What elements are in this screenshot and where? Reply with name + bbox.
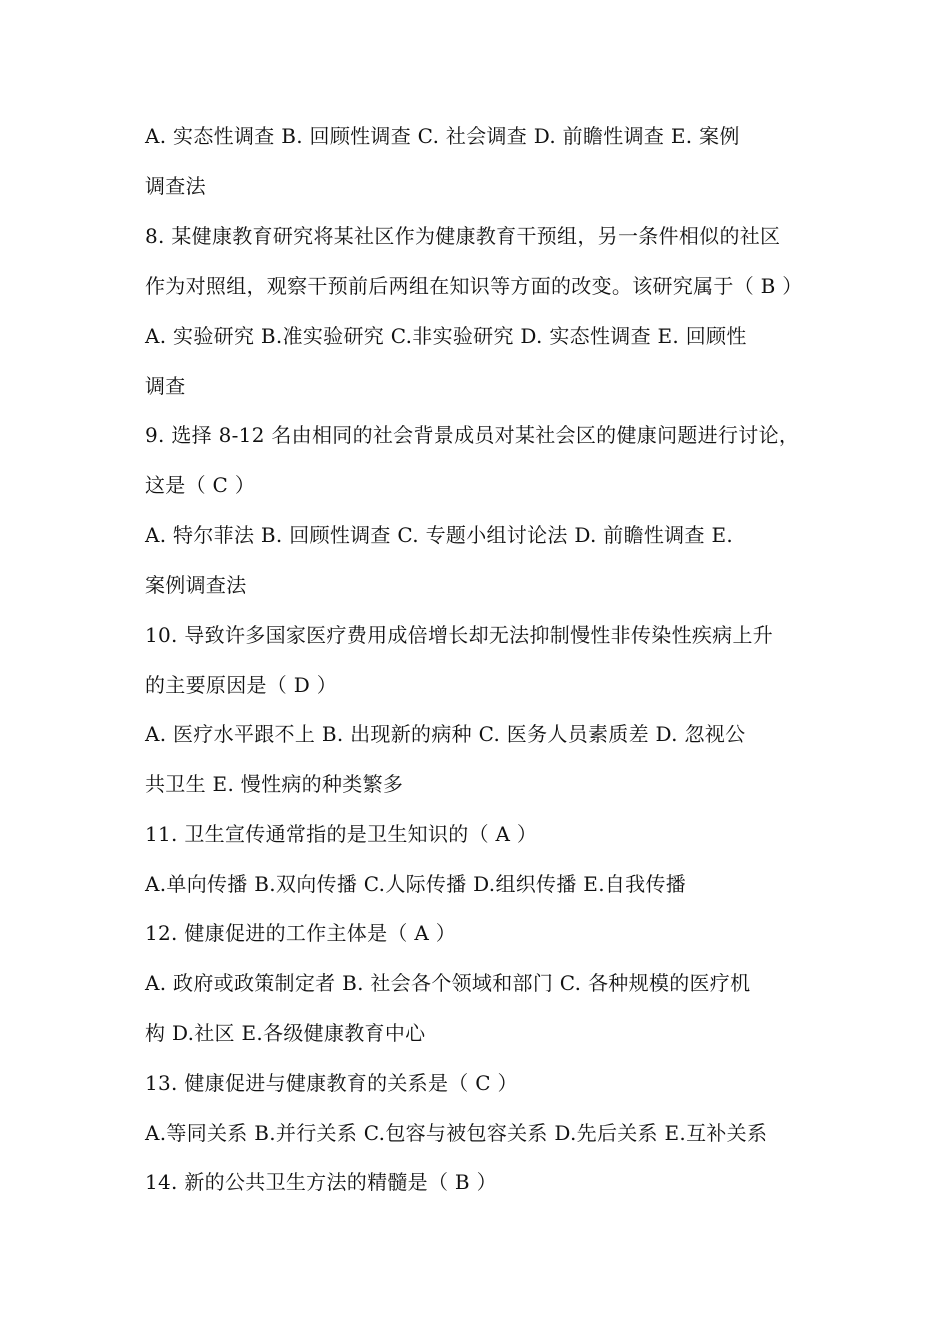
text-line: A. 特尔菲法 B. 回顾性调查 C. 专题小组讨论法 D. 前瞻性调查 E. xyxy=(145,523,733,547)
text-line: 这是（ C ） xyxy=(145,473,256,497)
text-line: A. 实验研究 B.准实验研究 C.非实验研究 D. 实态性调查 E. 回顾性 xyxy=(145,324,747,348)
question-12-text: 12. 健康促进的工作主体是（ A ） xyxy=(145,921,457,945)
question-9-text: 9. 选择 8-12 名由相同的社会背景成员对某社会区的健康问题进行讨论， xyxy=(145,423,800,447)
text-line: A.单向传播 B.双向传播 C.人际传播 D.组织传播 E.自我传播 xyxy=(145,872,687,896)
question-8-text: 8. 某健康教育研究将某社区作为健康教育干预组，另一条件相似的社区 xyxy=(145,224,781,248)
text-line: 作为对照组，观察干预前后两组在知识等方面的改变。该研究属于（ B ） xyxy=(145,274,803,298)
text-line: 调查 xyxy=(145,374,186,398)
text-line: 调查法 xyxy=(145,174,206,198)
text-line: 案例调查法 xyxy=(145,573,247,597)
text-line: 共卫生 E. 慢性病的种类繁多 xyxy=(145,772,404,796)
question-11-text: 11. 卫生宣传通常指的是卫生知识的（ A ） xyxy=(145,822,538,846)
text-line: 的主要原因是（ D ） xyxy=(145,673,338,697)
text-line: A. 实态性调查 B. 回顾性调查 C. 社会调查 D. 前瞻性调查 E. 案例 xyxy=(145,124,740,148)
text-line: 构 D.社区 E.各级健康教育中心 xyxy=(145,1021,426,1045)
text-line: A. 医疗水平跟不上 B. 出现新的病种 C. 医务人员素质差 D. 忽视公 xyxy=(145,722,746,746)
question-10-text: 10. 导致许多国家医疗费用成倍增长却无法抑制慢性非传染性疾病上升 xyxy=(145,623,774,647)
question-14-text: 14. 新的公共卫生方法的精髓是（ B ） xyxy=(145,1170,497,1194)
question-13-text: 13. 健康促进与健康教育的关系是（ C ） xyxy=(145,1071,518,1095)
text-line: A.等同关系 B.并行关系 C.包容与被包容关系 D.先后关系 E.互补关系 xyxy=(145,1121,768,1145)
text-line: A. 政府或政策制定者 B. 社会各个领域和部门 C. 各种规模的医疗机 xyxy=(145,971,751,995)
